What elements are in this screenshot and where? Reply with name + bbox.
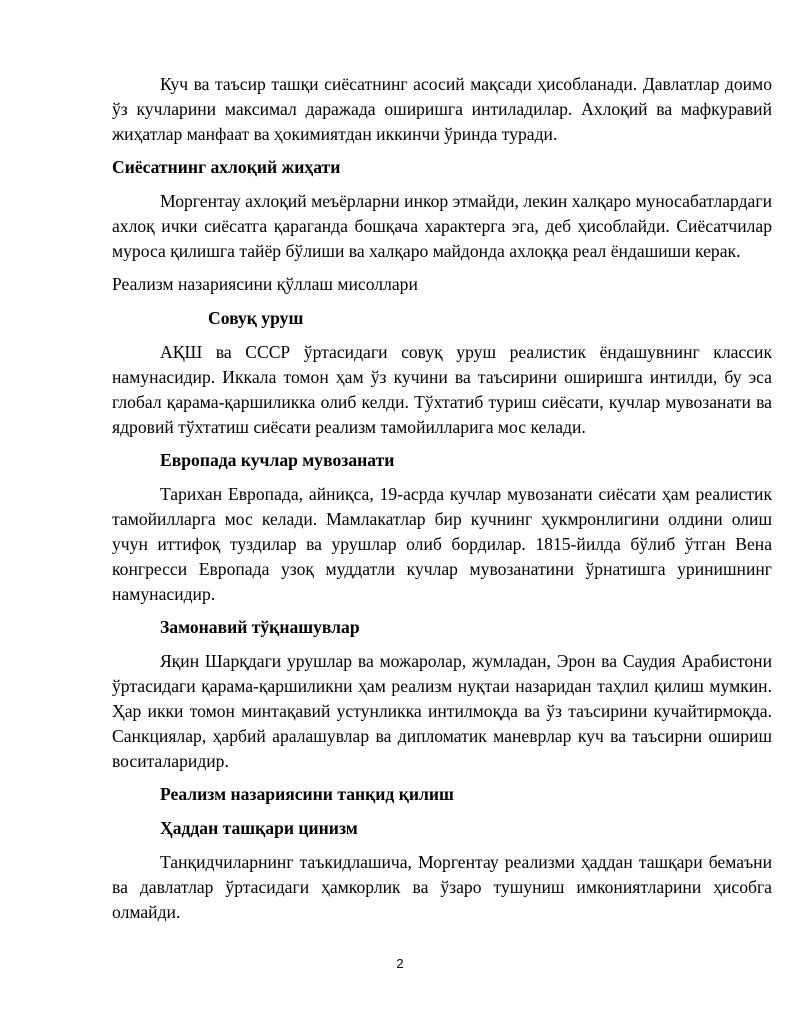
paragraph: АҚШ ва СССР ўртасидаги совуқ уруш реалистик ёндашувнинг классик намунасидир. Иккала томон ҳам ўз кучини ва таъсирини оширишга интилди, бу эса глобал қарама-қаршиликка олиб келди. Тўхтатиб туриш сиёсати, кучлар мувозанати ва ядровий тўхтатиш сиёсати реализм тамойилларига мос келади. xyxy=(112,342,772,437)
subsection-heading: Совуқ уруш xyxy=(208,308,304,328)
subsection-heading: Ҳаддан ташқари цинизм xyxy=(160,818,358,838)
section-heading: Реализм назариясини танқид қилиш xyxy=(160,784,454,804)
section-heading-plain: Реализм назариясини қўллаш мисоллари xyxy=(112,274,418,294)
document-body xyxy=(112,72,772,933)
paragraph: Танқидчиларнинг таъкидлашича, Моргентау реализми ҳаддан ташқари бемаъни ва давлатлар ўртасидаги ҳамкорлик ва ўзаро тушуниш имкониятларини ҳисобга олмайди. xyxy=(112,852,772,922)
subsection-heading: Европада кучлар мувозанати xyxy=(160,450,395,470)
paragraph: Яқин Шарқдаги урушлар ва можаролар, жумладан, Эрон ва Саудия Арабистони ўртасидаги қарама-қаршиликни ҳам реализм нуқтаи назаридан таҳлил қилиш мумкин. Ҳар икки томон минтақавий устунликка интилмоқда ва ўз таъсирини кучайтирмоқда. Санкциялар, ҳарбий аралашувлар ва дипломатик маневрлар куч ва таъсирни ошириш воситаларидир. xyxy=(112,651,772,771)
section-heading: Сиёсатнинг ахлоқий жиҳати xyxy=(112,157,341,177)
subsection-heading: Замонавий тўқнашувлар xyxy=(160,617,360,637)
paragraph: Моргентау ахлоқий меъёрларни инкор этмайди, лекин халқаро муносабатлардаги ахлоқ ички сиёсатга қараганда бошқача характерга эга, деб ҳисоблайди. Сиёсатчилар муроса қилишга тайёр бўлиши ва халқаро майдонда ахлоққа реал ёндашиши керак. xyxy=(112,191,772,261)
paragraph: Тарихан Европада, айниқса, 19-асрда кучлар мувозанати сиёсати ҳам реалистик тамойилларга мос келади. Мамлакатлар бир кучнинг ҳукмронлигини олдини олиш учун иттифоқ туздилар ва урушлар олиб бордилар. 1815-йилда бўлиб ўтган Вена конгресси Европада узоқ муддатли кучлар мувозанатини ўрнатишга уринишнинг намунасидир. xyxy=(112,484,772,604)
page-number: 2 xyxy=(396,956,404,971)
paragraph: Куч ва таъсир ташқи сиёсатнинг асосий мақсади ҳисобланади. Давлатлар доимо ўз кучларини максимал даражада оширишга интиладилар. Ахлоқий ва мафкуравий жиҳатлар манфаат ва ҳокимиятдан иккинчи ўринда туради. xyxy=(112,74,772,144)
